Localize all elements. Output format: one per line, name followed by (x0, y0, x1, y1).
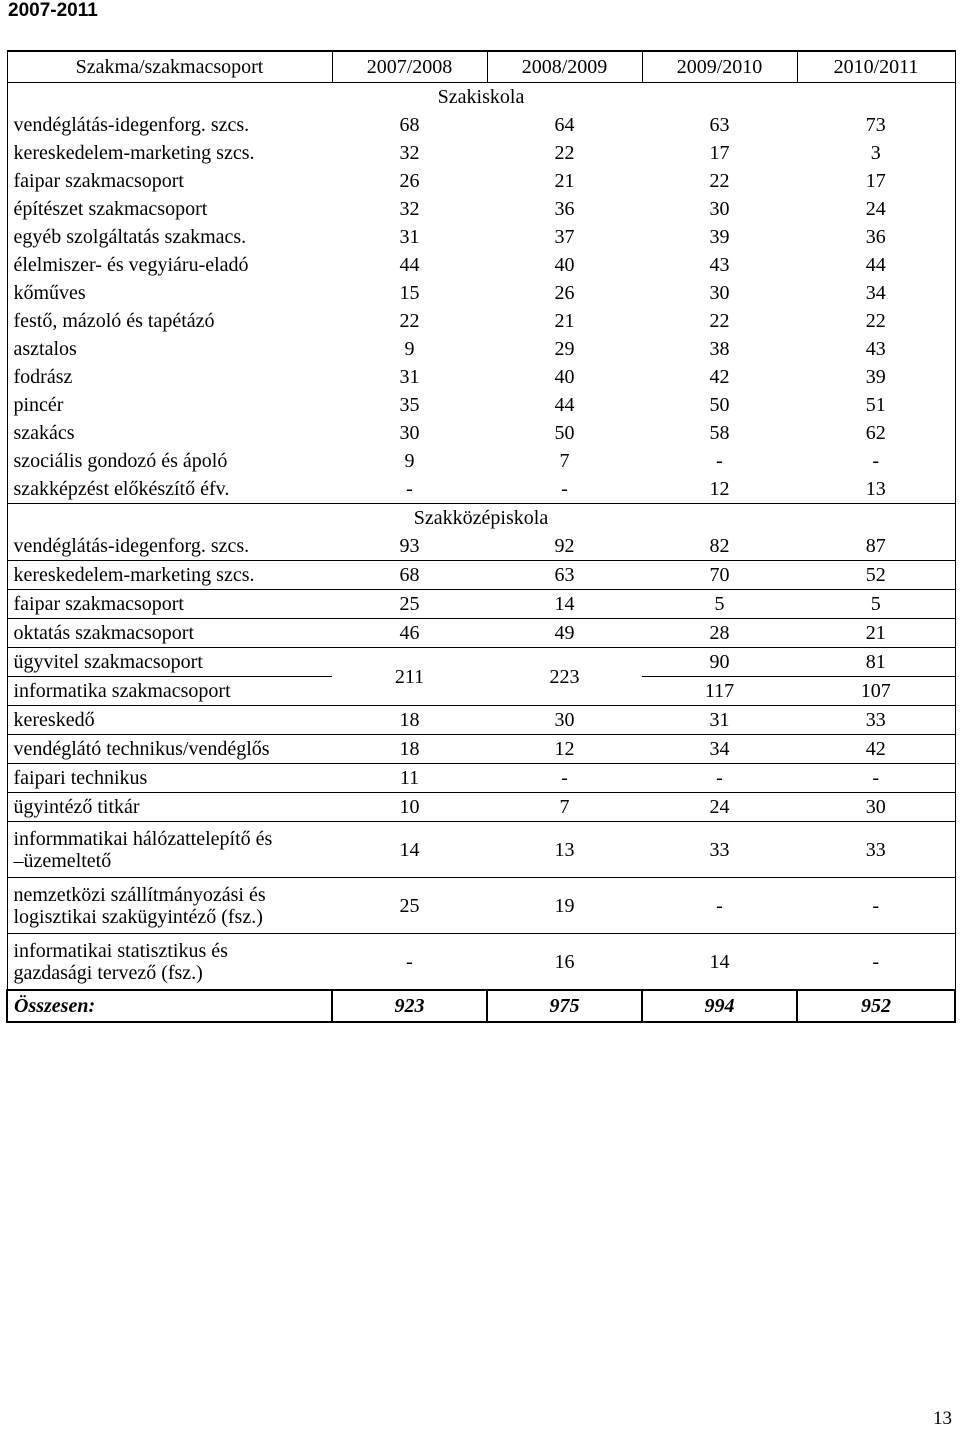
column-header: 2008/2009 (487, 51, 642, 83)
table-cell: 12 (642, 475, 797, 504)
table-cell: 64 (554, 114, 575, 136)
row-label: vendéglátás-idegenforg. szcs. (7, 532, 332, 561)
table-cell: 7 (559, 450, 570, 472)
row-label: szakképzést előkészítő éfv. (7, 475, 332, 504)
table-cell: 26 (399, 170, 420, 192)
table-cell: 62 (797, 419, 955, 447)
table-cell: 9 (404, 450, 415, 472)
table-cell: 16 (487, 934, 642, 991)
table-row (7, 822, 955, 878)
table-cell: 13 (487, 822, 642, 878)
table-row (7, 532, 955, 561)
table-cell: 30 (709, 198, 730, 220)
table-cell: 73 (797, 111, 955, 139)
table-cell: 5 (642, 590, 797, 619)
section-header-row (7, 83, 955, 112)
table-cell: 975 (487, 990, 642, 1022)
table-cell: 40 (554, 254, 575, 276)
row-label: élelmiszer- és vegyiáru-eladó (7, 251, 332, 279)
table-cell: 40 (554, 366, 575, 388)
table-row (7, 619, 955, 648)
row-label: pincér (7, 391, 332, 419)
table-cell: 12 (487, 735, 642, 764)
page-number: 13 (933, 1408, 952, 1429)
table-header-row (7, 51, 955, 83)
table-row (7, 111, 955, 139)
table-cell: - (716, 450, 723, 472)
column-header: Szakma/szakmacsoport (7, 51, 332, 83)
page-heading: 2007-2011 (8, 0, 98, 21)
table-row (7, 590, 955, 619)
table-cell: 14 (642, 934, 797, 991)
row-label-line: nemzetközi szállítmányozási és (13, 883, 266, 906)
row-label: kereskedő (7, 706, 332, 735)
table-cell: 42 (709, 366, 730, 388)
table-cell: 34 (797, 279, 955, 307)
table-cell: 17 (797, 167, 955, 195)
row-label: faipar szakmacsoport (7, 167, 332, 195)
table-cell: 7 (487, 793, 642, 822)
row-label: vendéglátás-idegenforg. szcs. (7, 111, 332, 139)
row-label: festő, mázoló és tapétázó (7, 307, 332, 335)
table-cell: 17 (709, 142, 730, 164)
table-row (7, 764, 955, 793)
table-cell: 36 (797, 223, 955, 251)
table-cell: 38 (709, 338, 730, 360)
table-cell: 22 (709, 310, 730, 332)
table-cell: 30 (797, 793, 955, 822)
table-cell: 21 (554, 310, 575, 332)
row-label: kereskedelem-marketing szcs. (7, 139, 332, 167)
table-cell: 90 (642, 648, 797, 677)
table-cell: 44 (554, 394, 575, 416)
table-row (7, 307, 955, 335)
table-row (7, 223, 955, 251)
table-cell: 87 (797, 532, 955, 561)
table-cell: 22 (399, 310, 420, 332)
table-cell: 31 (642, 706, 797, 735)
table-cell: 5 (797, 590, 955, 619)
table-cell: 50 (554, 422, 575, 444)
table-cell: - (332, 934, 487, 991)
enrollment-table (6, 50, 956, 1023)
table-cell: 923 (332, 990, 487, 1022)
table-row (7, 793, 955, 822)
total-row (7, 990, 955, 1022)
table-cell: 21 (797, 619, 955, 648)
table-cell: 10 (332, 793, 487, 822)
table-cell: 18 (332, 706, 487, 735)
row-label: informatika szakmacsoport (7, 677, 332, 706)
column-header: 2009/2010 (642, 51, 797, 83)
table-cell: 107 (797, 677, 955, 706)
row-label-line: informmatikai hálózattelepítő és (13, 827, 273, 850)
table-cell: - (487, 764, 642, 793)
table-row (7, 561, 955, 590)
row-label (7, 878, 332, 934)
table-cell: - (797, 878, 955, 934)
table-cell: 44 (399, 254, 420, 276)
section-header-row (7, 504, 955, 533)
table-cell: 33 (797, 822, 955, 878)
table-cell: 223 (487, 648, 642, 706)
row-label (7, 822, 332, 878)
table-cell: 22 (797, 307, 955, 335)
row-label: vendéglátó technikus/vendéglős (7, 735, 332, 764)
table-cell: 19 (487, 878, 642, 934)
table-cell: 70 (642, 561, 797, 590)
table-cell: - (642, 764, 797, 793)
table-cell: 952 (797, 990, 955, 1022)
column-header: 2007/2008 (332, 51, 487, 83)
table-cell: 9 (404, 338, 415, 360)
table-cell: 22 (554, 142, 575, 164)
table-row (7, 279, 955, 307)
row-label: szakács (7, 419, 332, 447)
table-cell: 33 (642, 822, 797, 878)
table-body (7, 83, 955, 1023)
table-row (7, 251, 955, 279)
table-cell: 15 (399, 282, 420, 304)
row-label: szociális gondozó és ápoló (7, 447, 332, 475)
table-cell: 3 (797, 139, 955, 167)
table-cell: - (797, 447, 955, 475)
table-cell: 29 (554, 338, 575, 360)
table-cell: 30 (487, 706, 642, 735)
row-label: asztalos (7, 335, 332, 363)
table-cell: 81 (797, 648, 955, 677)
table-cell: 50 (709, 394, 730, 416)
row-label: ügyintéző titkár (7, 793, 332, 822)
table-cell: 92 (487, 532, 642, 561)
row-label: fodrász (7, 363, 332, 391)
table-cell: 22 (709, 170, 730, 192)
table-row (7, 878, 955, 934)
table-cell: 49 (487, 619, 642, 648)
table-cell: 14 (332, 822, 487, 878)
table-row (7, 419, 955, 447)
table-cell: 31 (399, 226, 420, 248)
table-cell: 994 (642, 990, 797, 1022)
table-row (7, 735, 955, 764)
table-cell: 26 (554, 282, 575, 304)
table-cell: 63 (487, 561, 642, 590)
table-cell: 25 (332, 878, 487, 934)
section-title: Szakiskola (7, 83, 955, 112)
table-cell: 25 (332, 590, 487, 619)
table-cell: 31 (399, 366, 420, 388)
table-cell: 24 (797, 195, 955, 223)
table-cell: 63 (709, 114, 730, 136)
row-label: kőműves (7, 279, 332, 307)
table-cell: 33 (797, 706, 955, 735)
table-row (7, 934, 955, 991)
row-label: ügyvitel szakmacsoport (7, 648, 332, 677)
row-label: Összesen: (7, 990, 332, 1022)
table-cell: 51 (797, 391, 955, 419)
table-cell: 117 (642, 677, 797, 706)
row-label: faipari technikus (7, 764, 332, 793)
table-cell: - (487, 475, 642, 504)
section-title: Szakközépiskola (7, 504, 955, 533)
table-cell: 13 (797, 475, 955, 504)
row-label-line: informatikai statisztikus és (13, 939, 228, 962)
table-cell: 68 (332, 561, 487, 590)
table-cell: - (332, 475, 487, 504)
row-label-line: –üzemeltető (13, 849, 112, 872)
table-cell: 32 (399, 198, 420, 220)
table-row (7, 335, 955, 363)
table-cell: 32 (399, 142, 420, 164)
table-cell: 35 (399, 394, 420, 416)
table-row (7, 447, 955, 475)
table-cell: 24 (642, 793, 797, 822)
table-cell: 30 (399, 422, 420, 444)
table-cell: 36 (554, 198, 575, 220)
table-row (7, 648, 955, 677)
table-cell: 42 (797, 735, 955, 764)
table-cell: 58 (709, 422, 730, 444)
table-cell: 11 (332, 764, 487, 793)
row-label: építészet szakmacsoport (7, 195, 332, 223)
table-cell: 18 (332, 735, 487, 764)
table-cell: 211 (332, 648, 487, 706)
row-label-line: logisztikai szakügyintéző (fsz.) (13, 905, 263, 928)
row-label: kereskedelem-marketing szcs. (7, 561, 332, 590)
row-label: egyéb szolgáltatás szakmacs. (7, 223, 332, 251)
table-row (7, 363, 955, 391)
table-cell: 14 (487, 590, 642, 619)
table-cell: 34 (642, 735, 797, 764)
row-label (7, 934, 332, 991)
table-cell: 30 (709, 282, 730, 304)
table-row (7, 195, 955, 223)
table-cell: 46 (332, 619, 487, 648)
table-row (7, 706, 955, 735)
row-label-line: gazdasági tervező (fsz.) (13, 961, 203, 984)
table-cell: 28 (642, 619, 797, 648)
table-cell: 43 (797, 335, 955, 363)
table-cell: 21 (554, 170, 575, 192)
table-cell: 39 (797, 363, 955, 391)
table-cell: 37 (554, 226, 575, 248)
table-row (7, 167, 955, 195)
table-cell: 44 (797, 251, 955, 279)
table-cell: - (797, 934, 955, 991)
table-cell: 68 (399, 114, 420, 136)
row-label: faipar szakmacsoport (7, 590, 332, 619)
table-cell: 39 (709, 226, 730, 248)
table-cell: 52 (797, 561, 955, 590)
table-cell: 93 (332, 532, 487, 561)
table-row (7, 139, 955, 167)
row-label: oktatás szakmacsoport (7, 619, 332, 648)
table-cell: - (797, 764, 955, 793)
table-row (7, 391, 955, 419)
table-cell: 43 (709, 254, 730, 276)
table-cell: 82 (642, 532, 797, 561)
table-cell: - (642, 878, 797, 934)
table-row (7, 475, 955, 504)
column-header: 2010/2011 (797, 51, 955, 83)
